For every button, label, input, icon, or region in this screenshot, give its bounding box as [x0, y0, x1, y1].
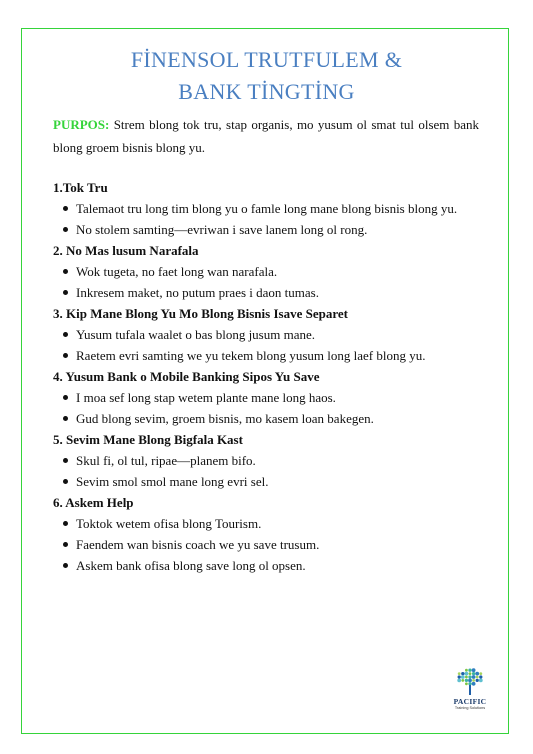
list-item — [53, 555, 479, 576]
logo-trunk — [469, 685, 471, 695]
logo-dot — [465, 669, 468, 672]
section-heading: 2. No Mas lusum Narafala — [53, 243, 199, 258]
bullet-icon — [63, 290, 68, 295]
purpose-label: PURPOS: — [53, 117, 110, 132]
list-item — [53, 324, 479, 345]
list-item-text: Faendem wan bisnis coach we yu save trusum. — [76, 537, 320, 552]
section-heading: 1.Tok Tru — [53, 180, 108, 195]
logo-dot — [461, 672, 464, 675]
logo-dot — [465, 676, 468, 679]
list-item — [53, 219, 479, 240]
bullet-icon — [63, 416, 68, 421]
list-item — [53, 282, 479, 303]
purpose-paragraph — [53, 113, 479, 159]
logo-dot — [472, 679, 475, 682]
list-item-text: Inkresem maket, no putum praes i daon tumas. — [76, 285, 319, 300]
logo-dot — [476, 676, 479, 679]
list-item-text: Sevim smol smol mane long evri sel. — [76, 474, 269, 489]
bullet-icon — [63, 542, 68, 547]
bullet-icon — [63, 563, 68, 568]
logo-dot — [472, 672, 475, 675]
section-heading: 6. Askem Help — [53, 495, 134, 510]
list-item-text: Askem bank ofisa blong save long ol opsen. — [76, 558, 306, 573]
bullet-icon — [63, 227, 68, 232]
list-item-text: Yusum tufala waalet o bas blong jusum mane. — [76, 327, 316, 342]
list-item — [53, 450, 479, 471]
logo-dot — [461, 675, 465, 679]
bullet-icon — [63, 269, 68, 274]
title-line-1: FİNENSOL TRUTFULEM & — [130, 47, 403, 72]
logo-dot — [475, 672, 479, 676]
title-line-2: BANK TİNGTİNG — [178, 79, 355, 104]
list-item-text: Raetem evri samting we yu tekem blong yusum long laef blong yu. — [76, 348, 426, 363]
bullet-list — [53, 198, 479, 240]
logo-dot — [479, 675, 482, 678]
logo-dot — [468, 679, 472, 683]
pacific-logo-icon — [447, 661, 507, 721]
list-item-text: Wok tugeta, no faet long wan narafala. — [76, 264, 278, 279]
bullet-icon — [63, 206, 68, 211]
bullet-icon — [63, 353, 68, 358]
logo-dot — [468, 669, 471, 672]
list-item — [53, 198, 479, 219]
section-heading: 5. Sevim Mane Blong Bigfala Kast — [53, 432, 243, 447]
bullet-list — [53, 261, 479, 303]
logo-dot — [465, 679, 468, 682]
bullet-icon — [63, 395, 68, 400]
purpose-text: Strem blong tok tru, stap organis, mo yusum ol smat tul olsem bank blong groem bisnis blong yu. — [53, 117, 479, 155]
list-item — [53, 345, 479, 366]
list-item-text: Gud blong sevim, groem bisnis, mo kasem loan bakegen. — [76, 411, 374, 426]
sections-list — [53, 177, 479, 576]
logo-dot — [465, 672, 469, 676]
list-item-text: No stolem samting—evriwan i save lanem long ol rong. — [76, 222, 368, 237]
list-item — [53, 471, 479, 492]
logo-dot — [472, 682, 476, 686]
logo-tagline: Training Solutions — [454, 706, 486, 710]
section-heading: 4. Yusum Bank o Mobile Banking Sipos Yu Save — [53, 369, 320, 384]
list-item-text: Skul fi, ol tul, ripae—planem bifo. — [76, 453, 256, 468]
document-body — [53, 113, 479, 576]
logo-dot — [457, 679, 461, 683]
logo-dot — [458, 675, 461, 678]
bullet-list — [53, 513, 479, 576]
logo-dot — [472, 675, 476, 679]
list-item — [53, 513, 479, 534]
logo-dot — [476, 679, 479, 682]
logo-dot — [461, 679, 464, 682]
logo-dot — [458, 672, 461, 675]
list-item — [53, 408, 479, 429]
list-item-text: Talemaot tru long tim blong yu o famle long mane blong bisnis blong yu. — [76, 201, 458, 216]
page-title — [0, 44, 533, 108]
logo-name: PACIFIC — [453, 697, 487, 706]
logo-dot — [465, 682, 468, 685]
bullet-icon — [63, 521, 68, 526]
bullet-list — [53, 450, 479, 492]
bullet-list — [53, 324, 479, 366]
logo-dot — [472, 668, 476, 672]
bullet-icon — [63, 332, 68, 337]
bullet-list — [53, 387, 479, 429]
logo-dot — [468, 675, 471, 678]
bullet-icon — [63, 479, 68, 484]
section-heading: 3. Kip Mane Blong Yu Mo Blong Bisnis Isave Separet — [53, 306, 348, 321]
list-item — [53, 387, 479, 408]
bullet-icon — [63, 458, 68, 463]
logo-dot — [479, 672, 482, 675]
list-item — [53, 261, 479, 282]
list-item-text: I moa sef long stap wetem plante mane long haos. — [76, 390, 336, 405]
list-item — [53, 534, 479, 555]
logo-dot — [468, 682, 471, 685]
logo-dot — [469, 672, 472, 675]
list-item-text: Toktok wetem ofisa blong Tourism. — [76, 516, 262, 531]
logo-dot — [479, 679, 483, 683]
